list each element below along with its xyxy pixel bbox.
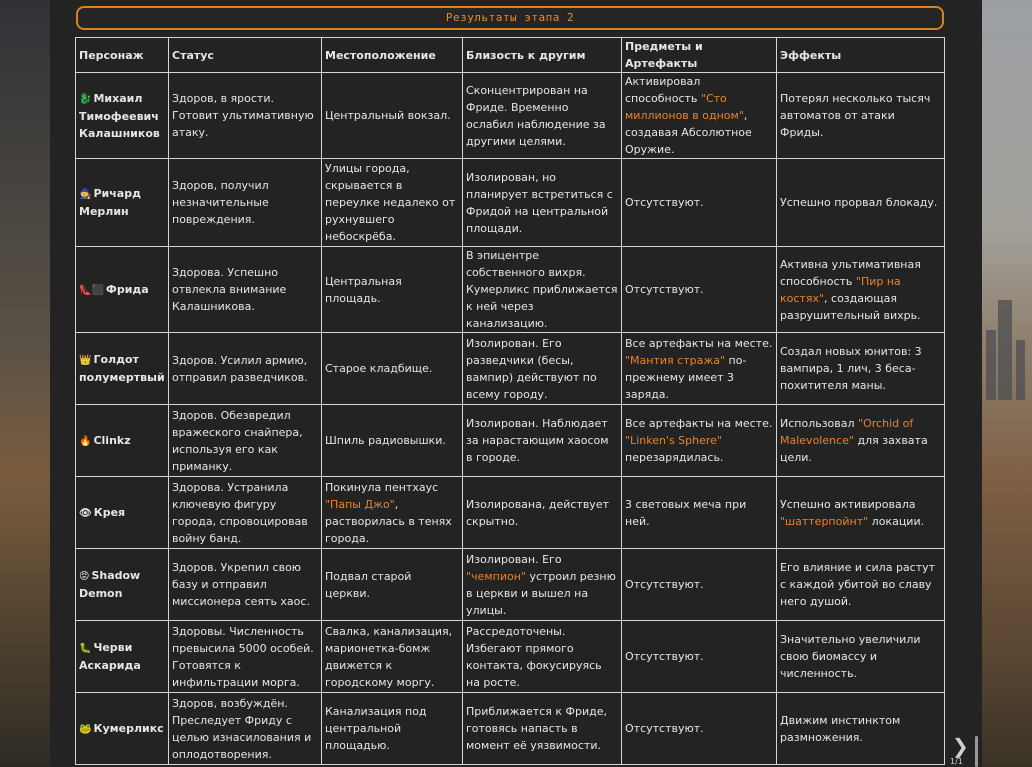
character-name: Ричард Мерлин: [79, 187, 141, 218]
character-cell: [76, 549, 169, 621]
character-name: Кумерликс: [93, 721, 164, 735]
location-cell: Подвал старой церкви.: [322, 549, 463, 621]
status-cell: Здоров. Усилил армию, отправил разведчиков.: [169, 333, 322, 405]
location-cell: Улицы города, скрывается в переулке недалеко от рухнувшего небоскрёба.: [322, 159, 463, 247]
character-cell: [76, 405, 169, 477]
character-name: Clinkz: [93, 433, 131, 447]
artifact-name: "Мантия стража": [625, 353, 726, 367]
col-header-status: Статус: [169, 38, 322, 73]
effects-cell: Значительно увеличили свою биомассу и численность.: [777, 621, 945, 693]
character-cell: [76, 621, 169, 693]
character-name: Фрида: [105, 282, 149, 296]
page-indicator: 1/1: [950, 757, 963, 766]
background-left: [0, 0, 50, 767]
effects-cell: Его влияние и сила растут с каждой убитой во славу него душой.: [777, 549, 945, 621]
location-cell: Центральная площадь.: [322, 247, 463, 333]
status-cell: Здорова. Устранила ключевую фигуру города, спровоцировав войну банд.: [169, 477, 322, 549]
proximity-cell: В эпицентре собственного вихря. Кумерликс приближается к ней через канализацию.: [463, 247, 622, 333]
high-heel-icon: 👠⬛: [79, 284, 104, 296]
table-row: [76, 333, 945, 405]
character-cell: [76, 477, 169, 549]
col-header-character: Персонаж: [76, 38, 169, 73]
effects-cell: Создал новых юнитов: 3 вампира, 1 лич, 3 беса-похитителя маны.: [777, 333, 945, 405]
crown-icon: 👑: [79, 355, 92, 366]
eye-icon: 👁: [79, 507, 92, 519]
table-row: [76, 159, 945, 247]
col-header-items: Предметы и Артефакты: [622, 38, 777, 73]
items-cell: Активировал способность "Сто миллионов в одном", создавая Абсолютное Оружие.: [622, 73, 777, 159]
table-row: [76, 73, 945, 159]
items-cell: Все артефакты на месте. "Linken's Sphere" перезарядилась.: [622, 405, 777, 477]
stage-results-title: Результаты этапа 2: [445, 11, 575, 24]
artifact-name: "Linken's Sphere": [625, 434, 722, 447]
character-name: Черви Аскарида: [79, 641, 141, 672]
proximity-cell: Изолирован. Его "чемпион" устроил резню в церкви и вышел на улицы.: [463, 549, 622, 621]
fire-icon: 🔥: [79, 435, 92, 447]
effects-cell: Использовал "Orchid of Malevolence" для захвата цели.: [777, 405, 945, 477]
table-row: [76, 621, 945, 693]
proximity-cell: Рассредоточены. Избегают прямого контакта, фокусируясь на росте.: [463, 621, 622, 693]
angry-face-icon: 😡: [79, 571, 90, 582]
location-cell: Шпиль радиовышки.: [322, 405, 463, 477]
effects-cell: Активна ультимативная способность "Пир на костях", создающая разрушительный вихрь.: [777, 247, 945, 333]
table-row: [76, 693, 945, 765]
character-name: Голдот полумертвый: [79, 353, 165, 384]
location-cell: Канализация под центральной площадью.: [322, 693, 463, 765]
proximity-cell: Изолирован, но планирует встретиться с Фридой на центральной площади.: [463, 159, 622, 247]
character-cell: [76, 73, 169, 159]
frog-icon: 🐸: [79, 723, 92, 735]
scrollbar[interactable]: [975, 736, 978, 767]
proximity-cell: Изолирован. Его разведчики (бесы, вампир) действуют по всему городу.: [463, 333, 622, 405]
status-cell: Здоров, в ярости. Готовит ультимативную атаку.: [169, 73, 322, 159]
character-name: Крея: [93, 505, 126, 519]
items-cell: Все артефакты на месте. "Мантия стража" по-прежнему имеет 3 заряда.: [622, 333, 777, 405]
chevron-right-icon[interactable]: ❯: [952, 734, 969, 758]
items-cell: 3 световых меча при ней.: [622, 477, 777, 549]
wizard-icon: 🧙: [79, 189, 92, 200]
items-cell: Отсутствуют.: [622, 247, 777, 333]
items-cell: Отсутствуют.: [622, 549, 777, 621]
worm-icon: 🐛: [79, 643, 92, 654]
stage-results-header: [76, 6, 944, 30]
location-cell: Старое кладбище.: [322, 333, 463, 405]
artifact-name: "Orchid of Malevolence": [780, 417, 914, 447]
col-header-effects: Эффекты: [777, 38, 945, 73]
table-row: [76, 405, 945, 477]
items-cell: Отсутствуют.: [622, 621, 777, 693]
effects-cell: Движим инстинктом размножения.: [777, 693, 945, 765]
character-cell: [76, 247, 169, 333]
ability-name: "Сто миллионов в одном": [625, 92, 744, 122]
status-cell: Здоров. Укрепил свою базу и отправил миссионера сеять хаос.: [169, 549, 322, 621]
proximity-cell: Приближается к Фриде, готовясь напасть в момент её уязвимости.: [463, 693, 622, 765]
effects-cell: Успешно прорвал блокаду.: [777, 159, 945, 247]
location-cell: Свалка, канализация, марионетка-бомж движется к городскому моргу.: [322, 621, 463, 693]
character-cell: [76, 693, 169, 765]
items-cell: Отсутствуют.: [622, 693, 777, 765]
ability-name: "Пир на костях": [780, 274, 901, 305]
results-table: [75, 37, 945, 765]
place-name: "Папы Джо": [325, 497, 395, 511]
items-cell: Отсутствуют.: [622, 159, 777, 247]
status-cell: Здоровы. Численность превысила 5000 особей. Готовятся к инфильтрации морга.: [169, 621, 322, 693]
unit-name: "чемпион": [466, 569, 526, 583]
dragon-icon: 🐉: [79, 93, 92, 105]
effects-cell: Успешно активировала "шаттерпойнт" локации.: [777, 477, 945, 549]
status-cell: Здоров. Обезвредил вражеского снайпера, используя его как приманку.: [169, 405, 322, 477]
character-name: Михаил Тимофеевич Калашников: [79, 91, 160, 140]
status-cell: Здоров, получил незначительные повреждения.: [169, 159, 322, 247]
table-row: [76, 549, 945, 621]
proximity-cell: Сконцентрирован на Фриде. Временно ослабил наблюдение за другими целями.: [463, 73, 622, 159]
col-header-proximity: Близость к другим: [463, 38, 622, 73]
table-header-row: [76, 38, 945, 73]
proximity-cell: Изолирована, действует скрытно.: [463, 477, 622, 549]
table-row: [76, 477, 945, 549]
location-cell: Покинула пентхаус "Папы Джо", растворилась в тенях города.: [322, 477, 463, 549]
table-row: [76, 247, 945, 333]
location-cell: Центральный вокзал.: [322, 73, 463, 159]
character-cell: [76, 159, 169, 247]
col-header-location: Местоположение: [322, 38, 463, 73]
proximity-cell: Изолирован. Наблюдает за нарастающим хаосом в городе.: [463, 405, 622, 477]
character-cell: [76, 333, 169, 405]
ability-name: "шаттерпойнт": [780, 514, 869, 528]
status-cell: Здорова. Успешно отвлекла внимание Калашникова.: [169, 247, 322, 333]
effects-cell: Потерял несколько тысяч автоматов от атаки Фриды.: [777, 73, 945, 159]
character-name: Shadow Demon: [79, 569, 141, 600]
status-cell: Здоров, возбуждён. Преследует Фриду с целью изнасилования и оплодотворения.: [169, 693, 322, 765]
background-right: [982, 0, 1032, 767]
